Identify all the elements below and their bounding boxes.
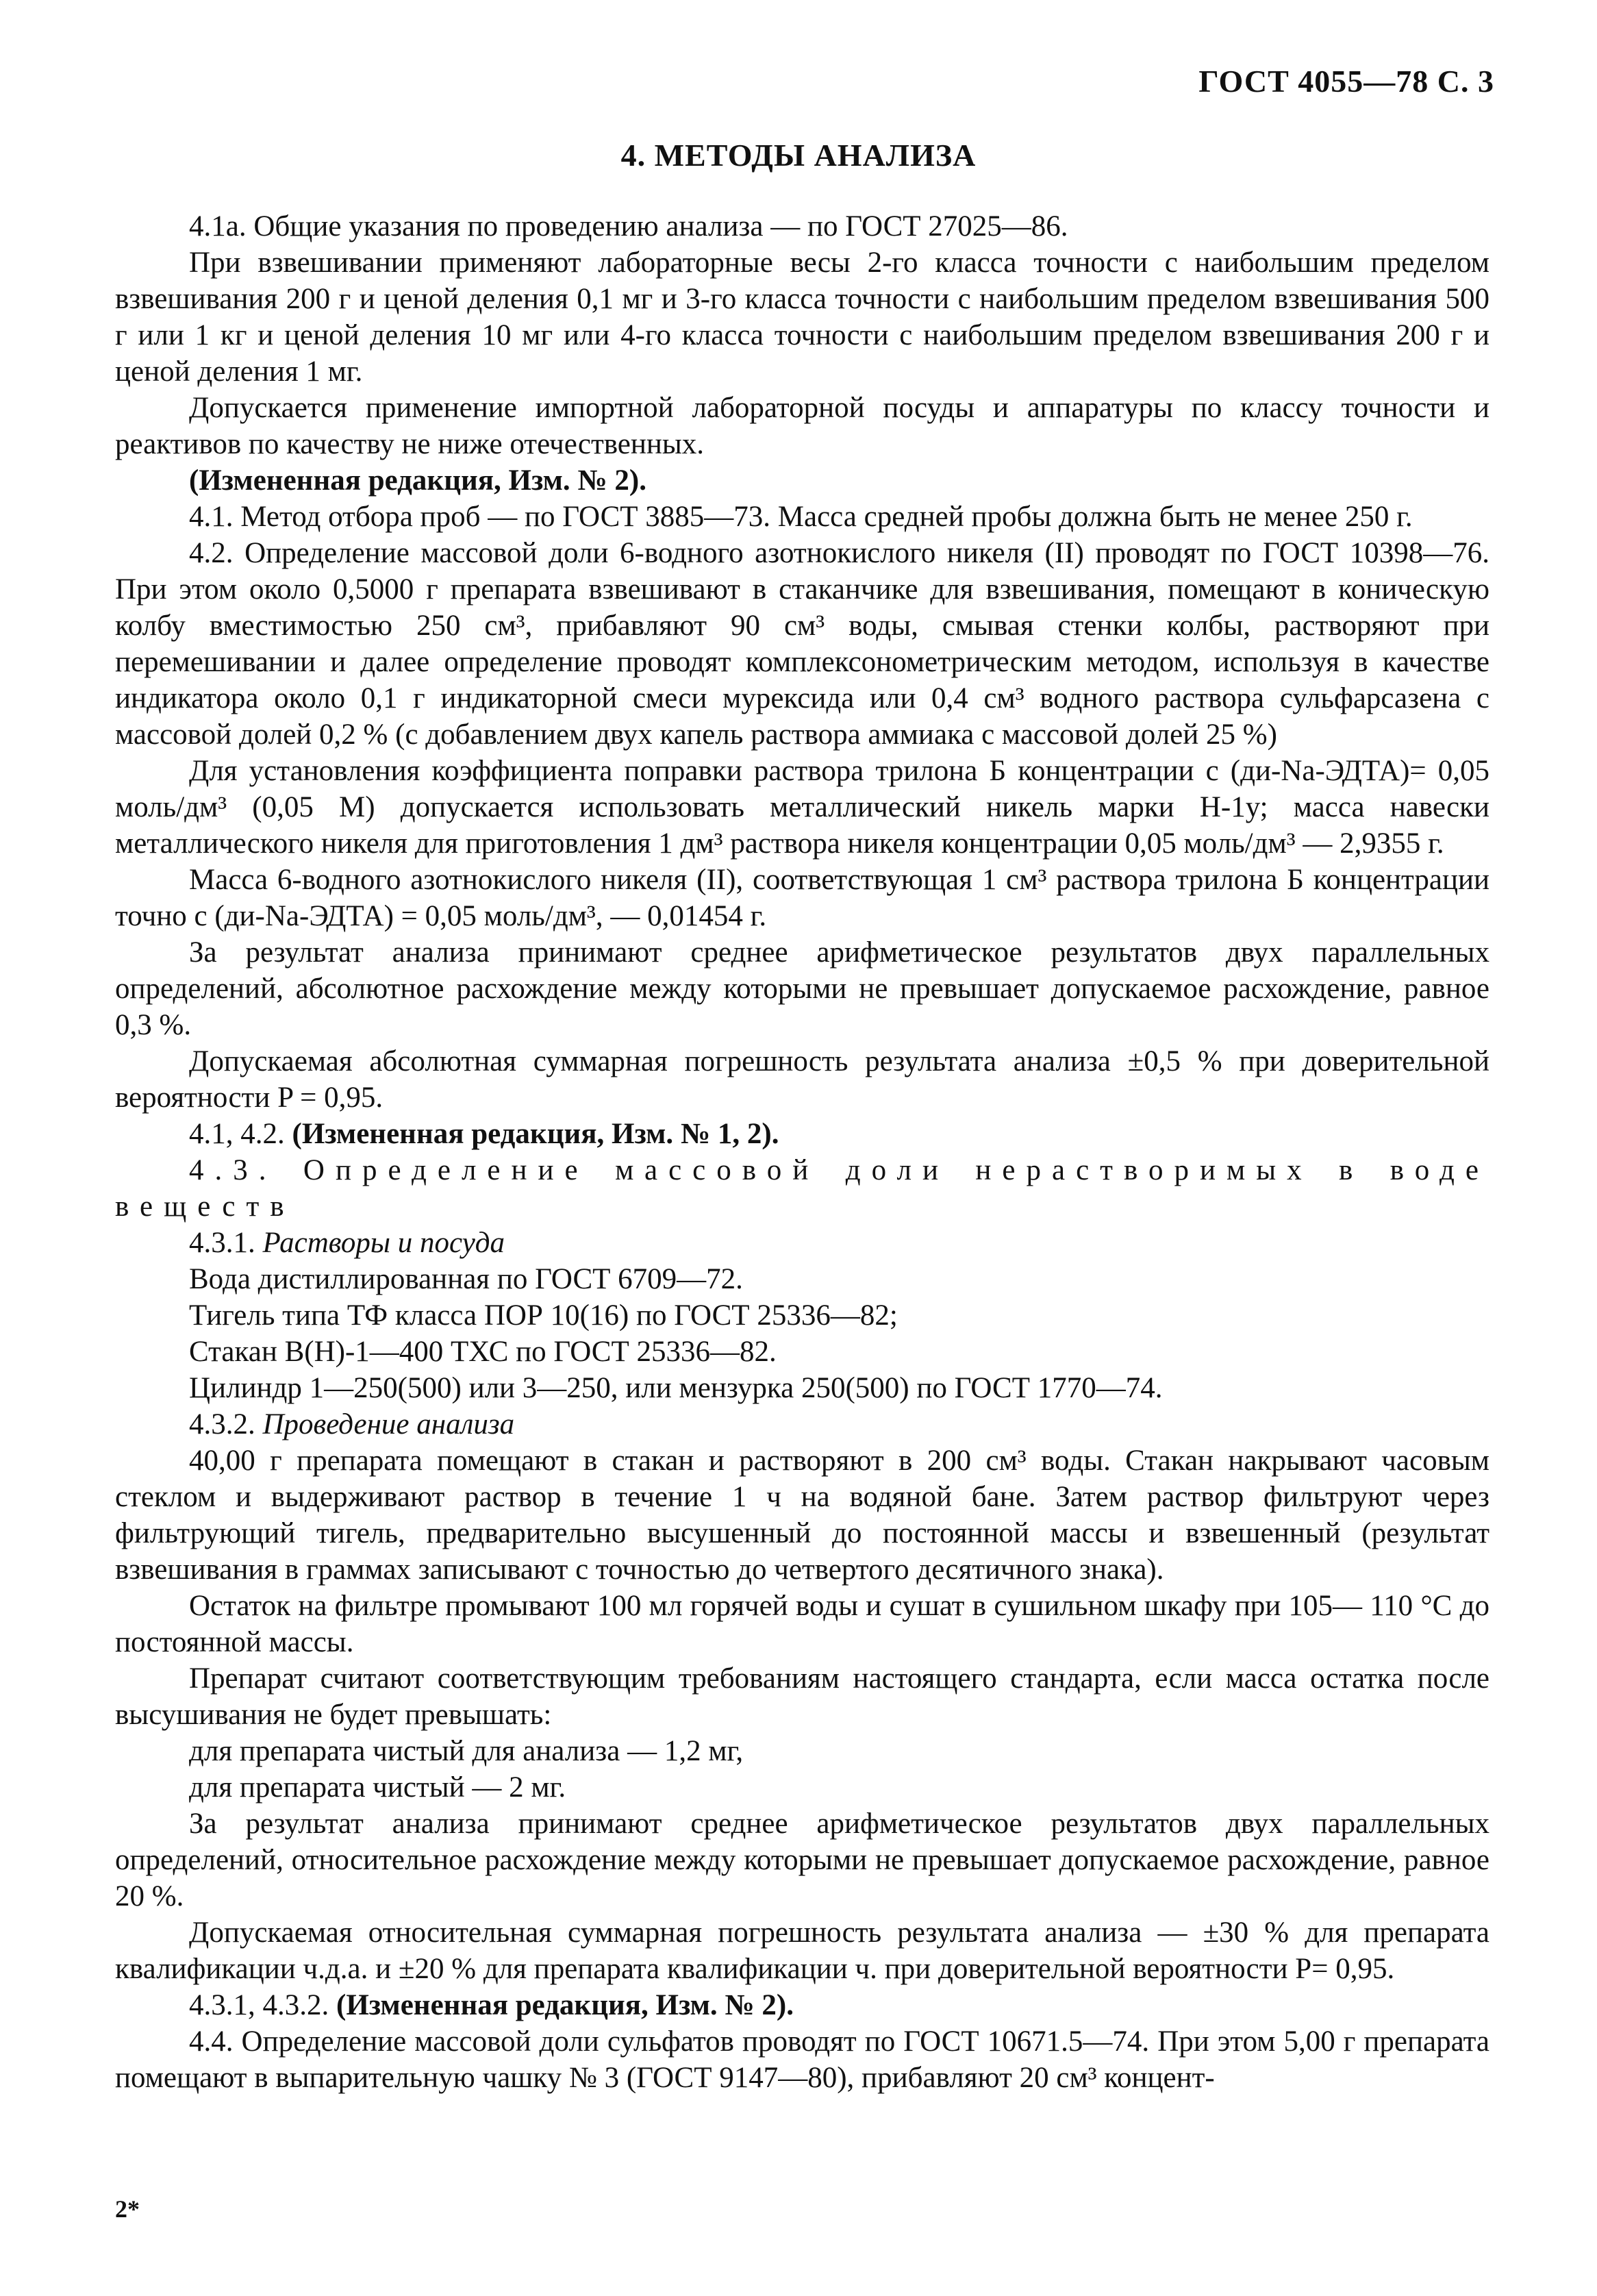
amendment-label: (Измененная редакция, Изм. № 2). (336, 1989, 794, 2021)
subsection-title: Проведение анализа (262, 1408, 515, 1440)
subsection-title: Растворы и посуда (262, 1227, 505, 1259)
paragraph: Допускаемая относительная суммарная погрешность результата анализа — ±30 % для препарата квалификации ч.д.а. и ±20 % для препарата квалификации ч. при доверительной вероятности P= 0,95. (115, 1917, 1489, 1985)
paragraph: При взвешивании применяют лабораторные весы 2-го класса точности с наибольшим пределом взвешивания 200 г и ценой деления 0,1 мг и 3-го класса точности с наибольшим пределом взвешивания 500 г или 1 кг и ценой деления 10 мг или 4-го класса точности с наибольшим пределом взвешивания 200 г и ценой деления 1 мг. (115, 247, 1489, 388)
amendment-label: (Измененная редакция, Изм. № 1, 2). (292, 1118, 779, 1150)
list-item: для препарата чистый для анализа — 1,2 мг, (189, 1735, 744, 1767)
page-footer-mark: 2* (115, 2195, 140, 2223)
subsection-heading (115, 1225, 1489, 1261)
subsection-heading: 4.3. Определение массовой доли нерастворимых в воде веществ (115, 1154, 1489, 1223)
paragraph: За результат анализа принимают среднее арифметическое результатов двух параллельных определений, относительное расхождение между которыми не превышает допускаемое расхождение, равное 20 %. (115, 1808, 1489, 1912)
amendment-note (115, 1987, 1489, 2023)
page-header: ГОСТ 4055—78 С. 3 (1198, 64, 1494, 99)
paragraph: Препарат считают соответствующим требованиям настоящего стандарта, если масса остатка после высушивания не будет превышать: (115, 1662, 1489, 1731)
clause-number: 4.3.2. (189, 1408, 255, 1440)
clause-number: 4.3.1. (189, 1227, 255, 1259)
section-title: 4. МЕТОДЫ АНАЛИЗА (620, 138, 977, 173)
paragraph: За результат анализа принимают среднее арифметическое результатов двух параллельных определений, абсолютное расхождение между которыми не превышает допускаемое расхождение, равное 0,3 %. (115, 936, 1489, 1041)
document-body (115, 208, 1489, 2096)
list-item: Тигель типа ТФ класса ПОР 10(16) по ГОСТ 25336—82; (189, 1299, 898, 1332)
paragraph: Остаток на фильтре промывают 100 мл горячей воды и сушат в сушильном шкафу при 105— 110 °С до постоянной массы. (115, 1590, 1489, 1658)
amendment-note: (Измененная редакция, Изм. № 2). (189, 464, 646, 497)
paragraph: Масса 6-водного азотнокислого никеля (II), соответствующая 1 см³ раствора трилона Б концентрации точно с (ди-Na-ЭДТА) = 0,05 моль/дм³, — 0,01454 г. (115, 864, 1489, 932)
paragraph: Допускается применение импортной лабораторной посуды и аппаратуры по классу точности и реактивов по качеству не ниже отечественных. (115, 392, 1489, 460)
list-item: Стакан В(Н)-1—400 ТХС по ГОСТ 25336—82. (189, 1336, 777, 1368)
paragraph: 4.2. Определение массовой доли 6-водного азотнокислого никеля (II) проводят по ГОСТ 10398—76. При этом около 0,5000 г препарата взвешивают в стаканчике для взвешивания, помещают в коническую колбу вместимостью 250 см³, прибавляют 90 см³ воды, смывая стенки колбы, растворяют при перемешивании и далее определение проводят комплексонометрическим методом, используя в качестве индикатора около 0,1 г индикаторной смеси мурексида или 0,4 см³ водного раствора сульфарсазена с массовой долей 0,2 % (с добавлением двух капель раствора аммиака с массовой долей 25 %) (115, 537, 1489, 751)
clause-number: 4.1, 4.2. (189, 1118, 285, 1150)
paragraph: Для установления коэффициента поправки раствора трилона Б концентрации с (ди-Na-ЭДТА)= 0,05 моль/дм³ (0,05 М) допускается использовать металлический никель марки Н-1у; масса навески металлического никеля для приготовления 1 дм³ раствора никеля концентрации 0,05 моль/дм³ — 2,9355 г. (115, 755, 1489, 860)
list-item: Вода дистиллированная по ГОСТ 6709—72. (189, 1263, 743, 1295)
amendment-note (115, 1116, 1489, 1152)
paragraph: Допускаемая абсолютная суммарная погрешность результата анализа ±0,5 % при доверительной вероятности P = 0,95. (115, 1045, 1489, 1114)
list-item: Цилиндр 1—250(500) или 3—250, или мензурка 250(500) по ГОСТ 1770—74. (189, 1372, 1163, 1404)
subsection-heading (115, 1406, 1489, 1443)
paragraph: 40,00 г препарата помещают в стакан и растворяют в 200 см³ воды. Стакан накрывают часовым стеклом и выдерживают раствор в течение 1 ч на водяной бане. Затем раствор фильтруют через фильтрующий тигель, предварительно высушенный до постоянной массы и взвешенный (результат взвешивания в граммах записывают с точностью до четвертого десятичного знака). (115, 1445, 1489, 1586)
paragraph: 4.1а. Общие указания по проведению анализа — по ГОСТ 27025—86. (189, 210, 1068, 242)
list-item: для препарата чистый — 2 мг. (189, 1771, 566, 1804)
paragraph: 4.4. Определение массовой доли сульфатов проводят по ГОСТ 10671.5—74. При этом 5,00 г препарата помещают в выпарительную чашку № 3 (ГОСТ 9147—80), прибавляют 20 см³ концент- (115, 2025, 1489, 2094)
paragraph: 4.1. Метод отбора проб — по ГОСТ 3885—73. Масса средней пробы должна быть не менее 250 г. (189, 501, 1413, 533)
clause-number: 4.3.1, 4.3.2. (189, 1989, 329, 2021)
